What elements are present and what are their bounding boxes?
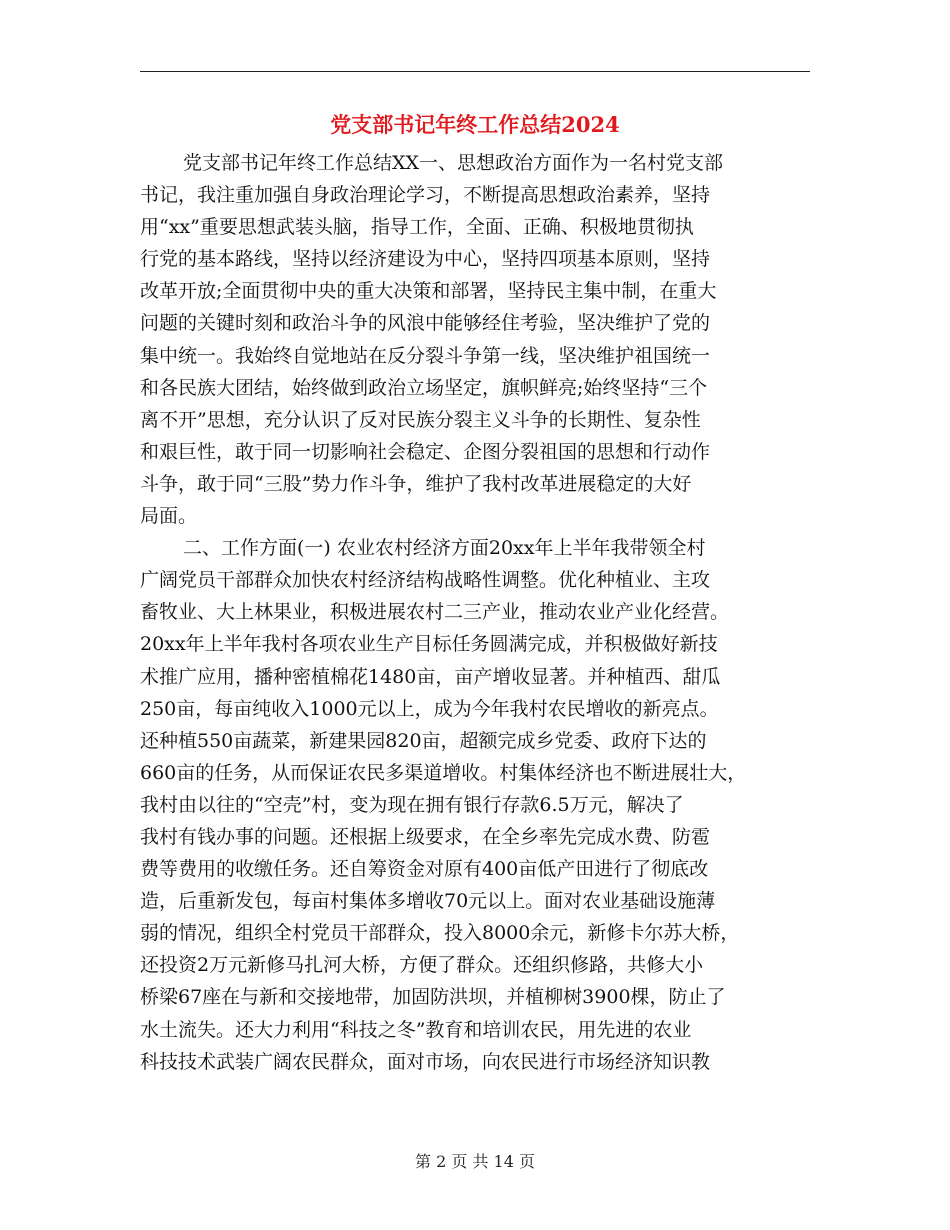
paragraph-line: 行党的基本路线，坚持以经济建设为中心，坚持四项基本原则，坚持 [140,248,711,271]
paragraph-line: 党支部书记年终工作总结XX一、思想政治方面作为一名村党支部 [183,152,724,174]
paragraph-line: 还投资2万元新修马扎河大桥，方便了群众。还组织修路，共修大小 [140,954,704,977]
paragraph-line: 改革开放;全面贯彻中央的重大决策和部署，坚持民主集中制，在重大 [140,280,717,303]
paragraph-line: 桥梁67座在与新和交接地带，加固防洪坝，并植柳树3900棵，防止了 [140,986,726,1009]
paragraph-line: 畜牧业、大上林果业，积极进展农村二三产业，推动农业产业化经营。 [140,601,730,624]
paragraph-line: 和各民族大团结，始终做到政治立场坚定，旗帜鲜亮;始终坚持“三个 [140,376,708,399]
header-rule [140,71,810,72]
paragraph-line: 局面。 [140,505,198,528]
paragraph-line: 离不开”思想，充分认识了反对民族分裂主义斗争的长期性、复杂性 [140,408,701,431]
document-body [140,147,820,1078]
paragraph-line: 斗争，敢于同“三股”势力作斗争，维护了我村改革进展稳定的大好 [140,472,692,495]
document-title: 党支部书记年终工作总结2024 [330,112,620,137]
paragraph-line: 用“xx”重要思想武装头脑，指导工作，全面、正确、积极地贯彻执 [140,216,694,239]
paragraph-line: 二、工作方面(一) 农业农村经济方面20xx年上半年我带领全村 [183,537,706,560]
paragraph-line: 术推广应用，播种密植棉花1480亩，亩产增收显著。并种植西、甜瓜 [140,665,721,688]
paragraph-line: 广阔党员干部群众加快农村经济结构战略性调整。优化种植业、主攻 [140,569,711,592]
paragraph-line: 水土流失。还大力利用“科技之冬”教育和培训农民，用先进的农业 [140,1018,692,1041]
paragraph-line: 费等费用的收缴任务。还自筹资金对原有400亩低产田进行了彻底改 [140,858,709,881]
paragraph-line: 20xx年上半年我村各项农业生产目标任务圆满完成，并积极做好新技 [140,633,718,656]
paragraph-line: 弱的情况，组织全村党员干部群众，投入8000余元，新修卡尔苏大桥， [140,922,740,945]
paragraph-line: 科技技术武装广阔农民群众，面对市场，向农民进行市场经济知识教 [140,1050,711,1073]
paragraph-line: 我村由以往的“空壳”村，变为现在拥有银行存款6.5万元，解决了 [140,793,684,816]
page-number: 第 2 页 共 14 页 [415,1152,535,1171]
paragraph-line: 我村有钱办事的问题。还根据上级要求，在全乡率先完成水费、防雹 [140,825,711,848]
paragraph-line: 还种植550亩蔬菜，新建果园820亩，超额完成乡党委、政府下达的 [140,729,707,752]
paragraph-line: 和艰巨性，敢于同一切影响社会稳定、企图分裂祖国的思想和行动作 [140,440,711,463]
paragraph-line: 造，后重新发包，每亩村集体多增收70元以上。面对农业基础设施薄 [140,890,716,913]
paragraph-line: 660亩的任务，从而保证农民多渠道增收。村集体经济也不断进展壮大， [140,761,747,784]
paragraph-line: 250亩，每亩纯收入1000元以上，成为今年我村农民增收的新亮点。 [140,697,719,720]
paragraph-line: 问题的关键时刻和政治斗争的风浪中能够经住考验，坚决维护了党的 [140,312,711,335]
paragraph-line: 书记，我注重加强自身政治理论学习，不断提高思想政治素养，坚持 [140,184,711,207]
paragraph-line: 集中统一。我始终自觉地站在反分裂斗争第一线，坚决维护祖国统一 [140,344,711,367]
